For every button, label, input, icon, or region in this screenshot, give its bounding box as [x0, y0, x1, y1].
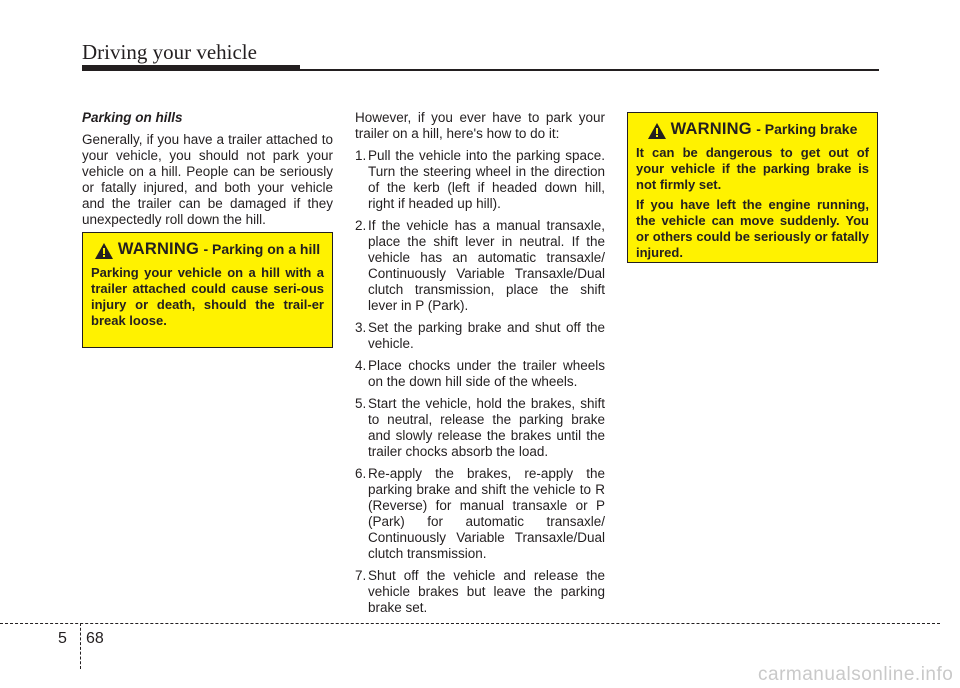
warning-word: WARNING	[670, 120, 752, 138]
list-item: 3. Set the parking brake and shut off the vehicle.	[355, 320, 605, 351]
header-rule	[82, 69, 879, 71]
page-number: 68	[86, 630, 104, 647]
footer-divider	[80, 623, 81, 669]
warning-box-parking-brake	[627, 112, 878, 263]
warning-body-1: It can be dangerous to get out of your vehicle if the parking brake is not firmly set.	[636, 145, 869, 192]
list-item: 4. Place chocks under the trailer wheels on the down hill side of the wheels.	[355, 358, 605, 389]
intro-paragraph: Generally, if you have a trailer attached to your vehicle, you should not park your vehicle on a hill. People can be seriously or fatally injured, and both your vehicle and the trailer can be damaged if they unexpectedly roll down the hill.	[82, 132, 333, 227]
page-header-title: Driving your vehicle	[82, 40, 257, 64]
warning-box-hill	[82, 232, 333, 348]
warning-word: WARNING	[117, 240, 199, 258]
footer-rule	[0, 623, 940, 624]
middle-column	[355, 110, 605, 622]
chapter-number: 5	[58, 630, 67, 647]
warning-triangle-icon	[648, 123, 666, 139]
section-subheading: Parking on hills	[82, 110, 183, 125]
warning-triangle-icon	[95, 243, 113, 259]
warning-body: Parking your vehicle on a hill with a trailer attached could cause seri-ous injury or death, should the trail-er break loose.	[91, 265, 324, 328]
list-item: 2. If the vehicle has a manual transaxle, place the shift lever in neutral. If the vehicle has an automatic transaxle/ Continuously Variable Transaxle/Dual clutch transmission, place the shift lever in P (Park).	[355, 218, 605, 313]
left-column	[82, 110, 333, 228]
warning-header	[636, 121, 869, 139]
warning-subtitle: - Parking brake	[756, 121, 858, 137]
list-item: 7. Shut off the vehicle and release the vehicle brakes but leave the parking brake set.	[355, 568, 605, 615]
list-item: 6. Re-apply the brakes, re-apply the parking brake and shift the vehicle to R (Reverse) for manual transaxle or P (Park) for automatic transaxle/ Continuously Variable Transaxle/Dual clutch transmission.	[355, 466, 605, 561]
steps-intro: However, if you ever have to park your trailer on a hill, here's how to do it:	[355, 110, 605, 141]
steps-list	[355, 148, 605, 616]
list-item: 1. Pull the vehicle into the parking space. Turn the steering wheel in the direction of the kerb (left if headed down hill, right if headed up hill).	[355, 148, 605, 211]
watermark: carmanualsonline.info	[758, 664, 954, 685]
warning-subtitle: - Parking on a hill	[203, 241, 321, 257]
list-item: 5. Start the vehicle, hold the brakes, shift to neutral, release the parking brake and slowly release the brakes until the trailer chocks absorb the load.	[355, 396, 605, 459]
warning-body-2: If you have left the engine running, the vehicle can move suddenly. You or others could be seriously or fatally injured.	[636, 197, 869, 260]
warning-header	[91, 241, 324, 259]
